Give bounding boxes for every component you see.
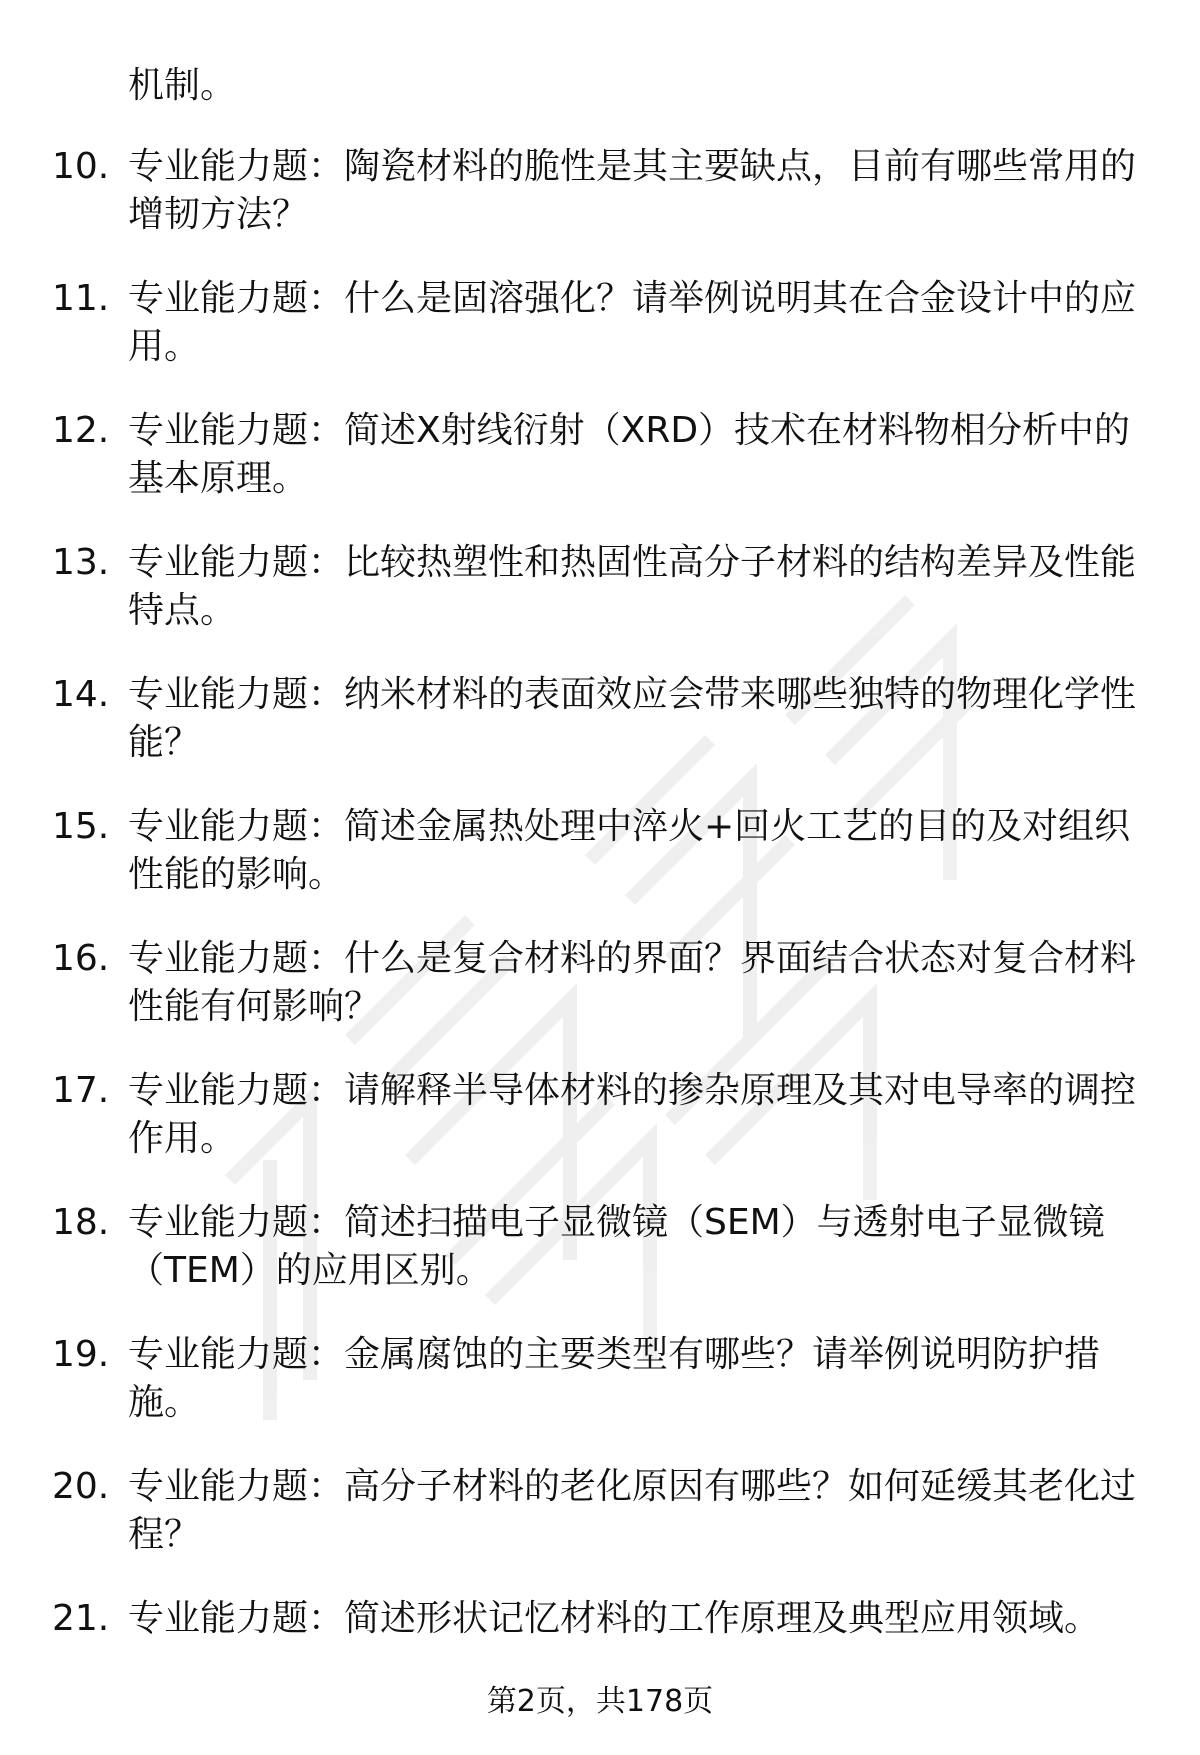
question-item [0,671,1200,803]
question-number: 15. [52,806,110,847]
question-text: 专业能力题：金属腐蚀的主要类型有哪些？请举例说明防护措施。 [128,1334,1101,1423]
question-number: 12. [52,410,110,451]
question-list [0,143,1200,1727]
question-text: 专业能力题：什么是固溶强化？请举例说明其在合金设计中的应用。 [128,278,1137,367]
question-item [0,1463,1200,1595]
question-text: 专业能力题：什么是复合材料的界面？界面结合状态对复合材料性能有何影响？ [128,938,1137,1027]
question-text: 专业能力题：高分子材料的老化原因有哪些？如何延缓其老化过程？ [128,1466,1137,1555]
question-number: 10. [52,146,110,187]
question-text: 专业能力题：简述扫描电子显微镜（SEM）与透射电子显微镜（TEM）的应用区别。 [128,1202,1105,1291]
question-number: 21. [52,1598,110,1639]
question-number: 19. [52,1334,110,1375]
question-text: 专业能力题：简述金属热处理中淬火+回火工艺的目的及对组织性能的影响。 [128,806,1131,895]
question-text: 专业能力题：纳米材料的表面效应会带来哪些独特的物理化学性能？ [128,674,1137,763]
question-number: 18. [52,1202,110,1243]
question-number: 14. [52,674,110,715]
question-item [0,1331,1200,1463]
question-text: 专业能力题：陶瓷材料的脆性是其主要缺点，目前有哪些常用的增韧方法？ [128,146,1137,235]
question-item [0,803,1200,935]
question-item [0,1067,1200,1199]
question-number: 17. [52,1070,110,1111]
question-text: 专业能力题：比较热塑性和热固性高分子材料的结构差异及性能特点。 [128,542,1137,631]
question-item [0,935,1200,1067]
question-text: 专业能力题：简述形状记忆材料的工作原理及典型应用领域。 [128,1598,1101,1639]
question-text: 专业能力题：简述X射线衍射（XRD）技术在材料物相分析中的基本原理。 [128,410,1131,499]
question-item [0,275,1200,407]
question-number: 20. [52,1466,110,1507]
page-indicator: 第2页，共178页 [486,1684,714,1719]
question-item [0,1199,1200,1331]
question-item [0,143,1200,275]
continuation-text: 机制。 [128,65,237,106]
question-item [0,407,1200,539]
question-item [0,539,1200,671]
question-number: 11. [52,278,110,319]
question-text: 专业能力题：请解释半导体材料的掺杂原理及其对电导率的调控作用。 [128,1070,1137,1159]
question-number: 13. [52,542,110,583]
question-number: 16. [52,938,110,979]
